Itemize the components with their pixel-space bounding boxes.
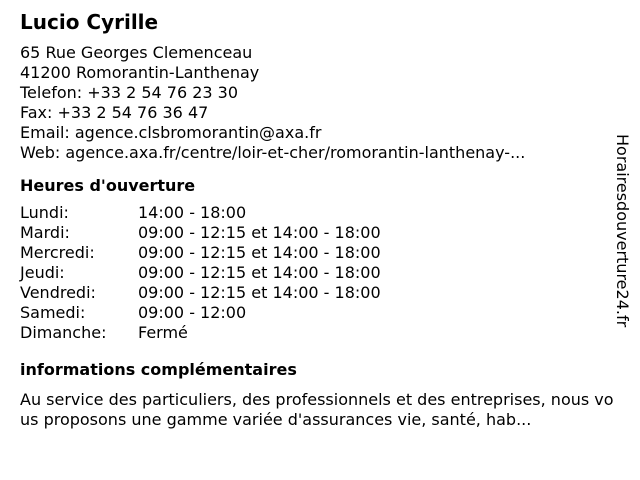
site-brand-watermark: Horairesdouverture24.fr (613, 134, 632, 328)
business-name: Lucio Cyrille (20, 10, 159, 34)
fax-number: Fax: +33 2 54 76 36 47 (20, 103, 209, 122)
hours-row (20, 303, 381, 323)
phone-number[interactable]: Telefon: +33 2 54 76 23 30 (20, 83, 239, 102)
day-hours: 09:00 - 12:00 (138, 303, 247, 322)
day-hours: 09:00 - 12:15 et 14:00 - 18:00 (138, 243, 381, 262)
hours-row (20, 323, 381, 343)
day-hours: Fermé (138, 323, 188, 342)
additional-info-title: informations complémentaires (20, 360, 297, 379)
hours-row (20, 223, 381, 243)
day-hours: 09:00 - 12:15 et 14:00 - 18:00 (138, 283, 381, 302)
day-label: Mercredi: (20, 243, 95, 262)
opening-hours-title: Heures d'ouverture (20, 176, 196, 195)
hours-row (20, 263, 381, 283)
day-label: Jeudi: (20, 263, 65, 282)
business-card (20, 10, 620, 430)
day-label: Samedi: (20, 303, 86, 322)
day-hours: 09:00 - 12:15 et 14:00 - 18:00 (138, 263, 381, 282)
opening-hours-table (20, 203, 381, 343)
day-hours: 09:00 - 12:15 et 14:00 - 18:00 (138, 223, 381, 242)
day-label: Mardi: (20, 223, 70, 242)
hours-row (20, 203, 381, 223)
address-street: 65 Rue Georges Clemenceau (20, 43, 253, 62)
day-label: Vendredi: (20, 283, 96, 302)
hours-row (20, 283, 381, 303)
additional-info-text: Au service des particuliers, des professionnels et des entreprises, nous vous proposons une gamme variée d'assurances vie, santé, hab... (20, 390, 614, 429)
day-hours: 14:00 - 18:00 (138, 203, 247, 222)
day-label: Lundi: (20, 203, 69, 222)
address-city: 41200 Romorantin-Lanthenay (20, 63, 260, 82)
website-link[interactable]: Web: agence.axa.fr/centre/loir-et-cher/romorantin-lanthenay-... (20, 143, 526, 162)
day-label: Dimanche: (20, 323, 107, 342)
email-link[interactable]: Email: agence.clsbromorantin@axa.fr (20, 123, 322, 142)
hours-row (20, 243, 381, 263)
